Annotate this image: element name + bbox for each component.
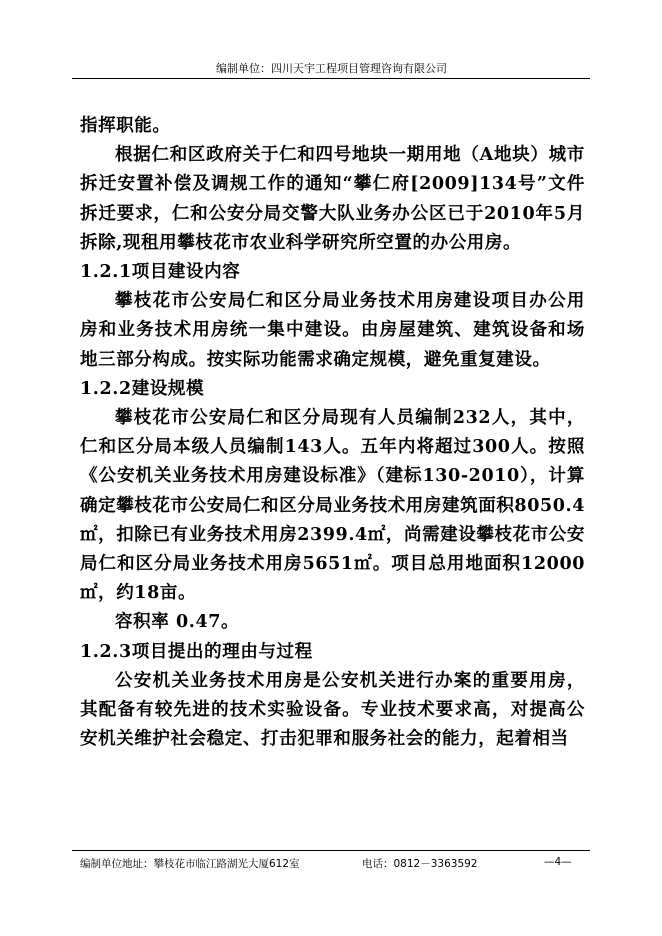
page-header: 编制单位：四川天宇工程项目管理咨询有限公司 — [216, 62, 447, 75]
footer-divider — [72, 850, 590, 851]
paragraph-4: 攀枝花市公安局仁和区分局现有人员编制232人，其中，仁和区分局本级人员编制143人。五年内将超过300人。按照《公安机关业务技术用房建设标准》（建标130-2010），计算确定攀枝花市公安局仁和区分局业务技术用房建筑面积8050.4㎡，扣除已有业务技术用房2399.4㎡，尚需建设攀枝花市公安局仁和区分局业务技术用房5651㎡。项目总用地面积12000㎡，约18亩。 — [80, 408, 585, 604]
paragraph-2: 根据仁和区政府关于仁和四号地块一期用地（A地块）城市拆迁安置补偿及调规工作的通知“攀仁府[2009]134号”文件拆迁要求，仁和公安分局交警大队业务办公区已于2010年5月拆除,现租用攀枝花市农业科学研究所空置的办公用房。 — [80, 145, 585, 253]
page-number: —4— — [544, 856, 572, 868]
paragraph-6: 公安机关业务技术用房是公安机关进行办案的重要用房，其配备有较先进的技术实验设备。专业技术要求高，对提高公安机关维护社会稳定、打击犯罪和服务社会的能力，起着相当 — [80, 670, 585, 750]
footer-address: 编制单位地址：攀枝花市临江路湖光大厦612室 — [80, 858, 300, 870]
section-heading-1-2-1: 1.2.1项目建设内容 — [80, 262, 241, 283]
paragraph-3: 攀枝花市公安局仁和区分局业务技术用房建设项目办公用房和业务技术用房统一集中建设。由房屋建筑、建筑设备和场地三部分构成。按实际功能需求确定规模，避免重复建设。 — [80, 291, 585, 370]
header-divider — [72, 78, 590, 79]
footer-phone: 电话：0812－3363592 — [362, 858, 478, 870]
document-body — [80, 112, 585, 754]
section-heading-1-2-2: 1.2.2建设规模 — [80, 378, 205, 399]
paragraph-5: 容积率 0.47。 — [115, 612, 240, 633]
section-heading-1-2-3: 1.2.3项目提出的理由与过程 — [80, 641, 313, 662]
paragraph-1: 指挥职能。 — [80, 116, 171, 136]
